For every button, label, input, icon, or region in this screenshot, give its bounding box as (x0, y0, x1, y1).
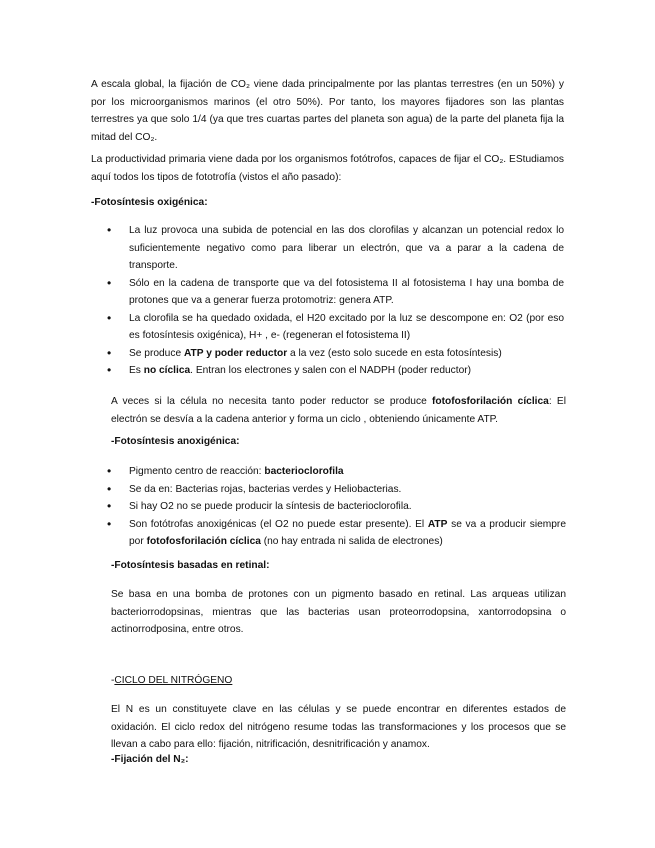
heading-oxygenic-photosynthesis: -Fotosíntesis oxigénica: (91, 197, 208, 208)
list-anoxygenic (91, 463, 566, 551)
list-item: • Se produce ATP y poder reductor a la vez (esto solo sucede en esta fotosíntesis) (91, 345, 564, 363)
bullet-icon: • (107, 499, 112, 513)
bullet-icon: • (107, 345, 112, 360)
paragraph-primary-productivity: La productividad primaria viene dada por los organismos fotótrofos, capaces de fijar el CO₂. EStudiamos aquí todos los tipos de fototrofía (vistos el año pasado): (91, 154, 564, 183)
bullet-icon: • (107, 310, 112, 325)
bullet-icon: • (107, 275, 112, 290)
bullet-icon: • (107, 363, 112, 377)
heading-nitrogen-cycle: -CICLO DEL NITRÓGENO (111, 675, 233, 686)
paragraph-cyclic-photophosphorylation: A veces si la célula no necesita tanto poder reductor se produce fotofosforilación cíclica: El electrón se desvía a la cadena anterior y forma un ciclo , obteniendo únicamente ATP. (111, 396, 566, 425)
paragraph-co2-fixation: A escala global, la fijación de CO₂ viene dada principalmente por las plantas terrestres (en un 50%) y por los microorganismos marinos (el otro 50%). Por tanto, los mayores fijadores son las plantas terrestres ya que solo 1/4 (ya que tres cuartas partes del planeta son agua) de la parte del planeta fija la mitad del CO₂. (91, 79, 564, 143)
list-item: • La luz provoca una subida de potencial en las dos clorofilas y alcanzan un potencial redox lo suficientemente negativo como para liberar un electrón, que va a parar a la cadena de transporte. (107, 223, 564, 271)
list-item: • Si hay O2 no se puede producir la síntesis de bacterioclorofila. (91, 498, 566, 516)
bullet-icon: • (107, 464, 112, 478)
list-item: • Es no cíclica. Entran los electrones y salen con el NADPH (poder reductor) (91, 362, 564, 380)
bullet-icon: • (107, 516, 112, 531)
heading-retinal-photosynthesis: -Fotosíntesis basadas en retinal: (111, 560, 270, 571)
heading-anoxygenic-photosynthesis: -Fotosíntesis anoxigénica: (111, 436, 240, 447)
list-item: • Se da en: Bacterias rojas, bacterias verdes y Heliobacterias. (91, 481, 566, 499)
bullet-icon: • (107, 481, 112, 496)
paragraph-retinal: Se basa en una bomba de protones con un pigmento basado en retinal. Las arqueas utilizan bacteriorrodopsinas, mientras que las bacterias usan proteorrodopsina, xantorrodopsina o actinorrodposina, entre otros. (111, 589, 566, 635)
heading-n2-fixation: -Fijación del N₂: (111, 754, 189, 765)
list-item: • Son fotótrofas anoxigénicas (el O2 no puede estar presente). El ATP se va a producir siempre por fotofosforilación cíclica (no hay entrada ni salida de electrones) (107, 516, 566, 547)
list-item: • Sólo en la cadena de transporte que va del fotosistema II al fotosistema I hay una bomba de protones que va a generar fuerza protomotriz: genera ATP. (107, 275, 564, 306)
paragraph-nitrogen-cycle: El N es un constituyete clave en las células y se puede encontrar en diferentes estados de oxidación. El ciclo redox del nitrógeno resume todas las transformaciones y los procesos que se llevan a cabo para ello: fijación, nitrificación, desnitrificación y anamox. (111, 704, 566, 750)
list-item: • La clorofila se ha quedado oxidada, el H20 excitado por la luz se descompone en: O2 (por eso es fotosíntesis oxigénica), H+ , e- (regeneran el fotosistema II) (107, 310, 564, 341)
list-item: • Pigmento centro de reacción: bacterioclorofila (91, 463, 566, 481)
bullet-icon: • (107, 223, 112, 237)
list-oxygenic (91, 222, 564, 380)
